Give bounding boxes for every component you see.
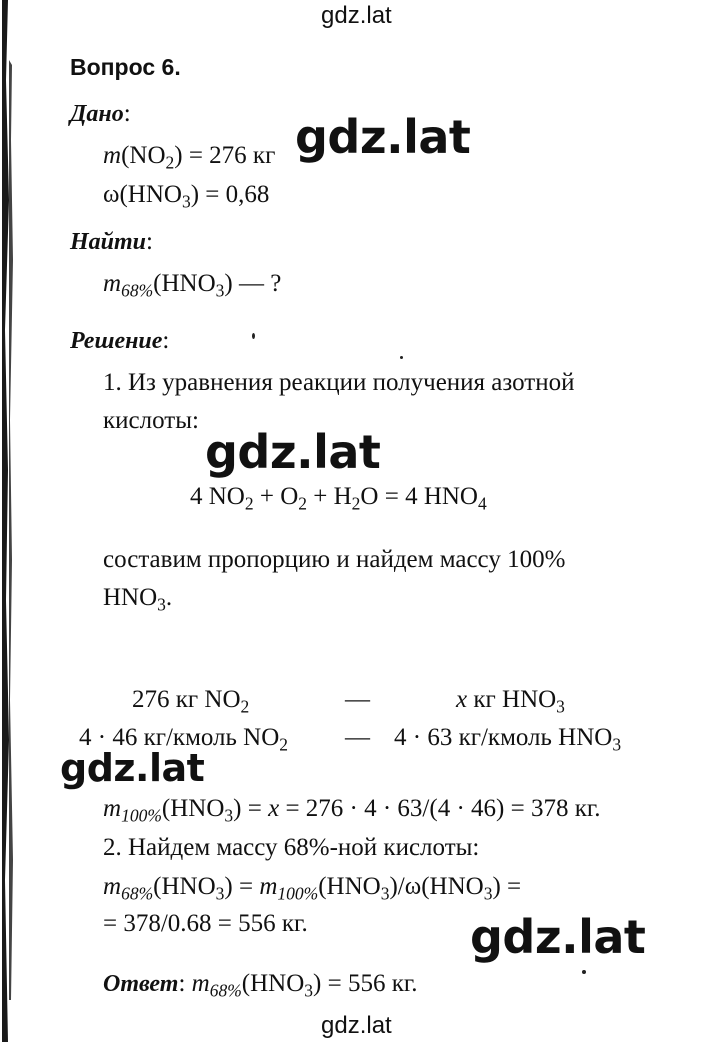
formula-part: (HNO	[318, 873, 381, 900]
subscript: 3	[483, 883, 493, 904]
watermark-top: gdz.lat	[321, 2, 392, 29]
formula-part: 4 · 63 кг/кмоль HNO	[394, 724, 613, 751]
symbol-m: m	[191, 970, 210, 997]
subscript: 2	[298, 493, 308, 514]
formula-part: ω(HNO	[103, 181, 182, 208]
subscript: 4	[478, 493, 487, 514]
step2-text: 2. Найдем массу 68%-ной кислоты:	[103, 834, 480, 861]
subscript: 3	[304, 980, 314, 1001]
symbol-m: m	[259, 873, 278, 900]
scan-speck	[582, 970, 586, 974]
formula-part: ) =	[224, 873, 260, 900]
subscript: 3	[224, 805, 234, 826]
answer-label: Ответ	[103, 971, 179, 997]
formula-part: (HNO	[153, 270, 216, 297]
subscript: 68%	[121, 280, 154, 301]
formula-part: ) = 276 кг	[174, 142, 276, 169]
symbol-m: m	[103, 795, 122, 822]
subscript: 2	[165, 152, 175, 173]
symbol-m: m	[103, 270, 122, 297]
formula-part: ) =	[492, 873, 522, 900]
subscript: 3	[215, 280, 225, 301]
solution-label-text: Решение	[70, 328, 163, 354]
subscript: 3	[612, 734, 622, 755]
subscript: 3	[380, 883, 390, 904]
find-label: Найти:	[70, 228, 153, 255]
scan-edge	[0, 0, 22, 1042]
formula-part: ) =	[233, 795, 269, 822]
solution-label: Решение:	[70, 327, 170, 354]
watermark-bottom: gdz.lat	[321, 1012, 392, 1039]
formula-part: HNO	[103, 584, 158, 611]
symbol-m: m	[103, 873, 122, 900]
symbol-m: m	[103, 142, 122, 169]
subscript: 2	[244, 493, 254, 514]
given-line-fraction	[103, 181, 270, 212]
formula-part: 4 NO	[190, 483, 245, 510]
find-label-text: Найти	[70, 229, 147, 255]
formula-part: (HNO	[161, 795, 225, 822]
formula-part: O = 4 HNO	[360, 483, 478, 510]
subscript: 3	[215, 883, 225, 904]
reaction-equation	[190, 483, 487, 514]
symbol-x: x	[268, 795, 280, 822]
formula-part: = 276 · 4 · 63/(4 · 46) = 378 кг.	[279, 795, 601, 822]
formula-part: кг HNO	[467, 686, 557, 713]
subscript: 100%	[277, 883, 319, 904]
subscript: 100%	[121, 805, 162, 826]
proportion-row1-left	[132, 686, 250, 717]
formula-part: + H	[307, 483, 352, 510]
find-line	[103, 270, 282, 301]
given-label-text: Дано	[70, 101, 124, 127]
formula-part: + O	[253, 483, 299, 510]
answer-line: Ответ: $m_{68\%}(HNO_3) = 556$ кг.	[103, 970, 418, 1001]
watermark-1: gdz.lat	[295, 110, 471, 164]
subscript: 3	[556, 696, 565, 717]
subscript: 68%	[121, 883, 154, 904]
watermark-2: gdz.lat	[205, 425, 381, 479]
formula-part: ) — ?	[224, 270, 282, 297]
formula-part: (HNO	[241, 970, 305, 997]
symbol-x: x	[456, 686, 468, 713]
result-mass-100	[103, 795, 601, 826]
subscript: 3	[181, 191, 191, 212]
watermark-3: gdz.lat	[60, 746, 205, 790]
proportion-row2-right	[394, 724, 622, 755]
formula-part: ) = 0,68	[190, 181, 270, 208]
given-label: Дано:	[70, 100, 131, 127]
formula-part: ) = 556 кг.	[313, 970, 418, 997]
proportion-row1-dash: —	[345, 686, 370, 713]
proportion-line2	[103, 584, 173, 615]
step1-line1: 1. Из уравнения реакции получения азотной	[103, 369, 575, 396]
scan-speck	[252, 333, 255, 339]
subscript: 2	[351, 493, 361, 514]
question-title: Вопрос 6.	[70, 54, 181, 80]
formula-part: .	[165, 584, 173, 611]
given-line-mass	[103, 142, 276, 173]
step1-line2: кислоты:	[103, 407, 199, 434]
formula-part: (HNO	[153, 873, 216, 900]
formula-part: 4 · 46 кг/кмоль NO	[79, 724, 280, 751]
formula-mass-68-value: = 378/0.68 = 556 кг.	[103, 910, 308, 937]
scan-speck	[400, 356, 403, 359]
subscript: 68%	[209, 980, 242, 1001]
subscript: 2	[279, 734, 289, 755]
proportion-row1-right	[456, 686, 565, 717]
formula-part: )/ω(HNO	[389, 873, 484, 900]
formula-part: 276 кг NO	[132, 686, 241, 713]
proportion-row2-dash: —	[345, 724, 370, 751]
subscript: 2	[240, 696, 250, 717]
formula-mass-68	[103, 873, 522, 904]
watermark-4: gdz.lat	[470, 910, 646, 964]
formula-part: (NO	[121, 142, 166, 169]
subscript: 3	[157, 594, 166, 615]
proportion-line1: составим пропорцию и найдем массу 100%	[103, 546, 566, 573]
